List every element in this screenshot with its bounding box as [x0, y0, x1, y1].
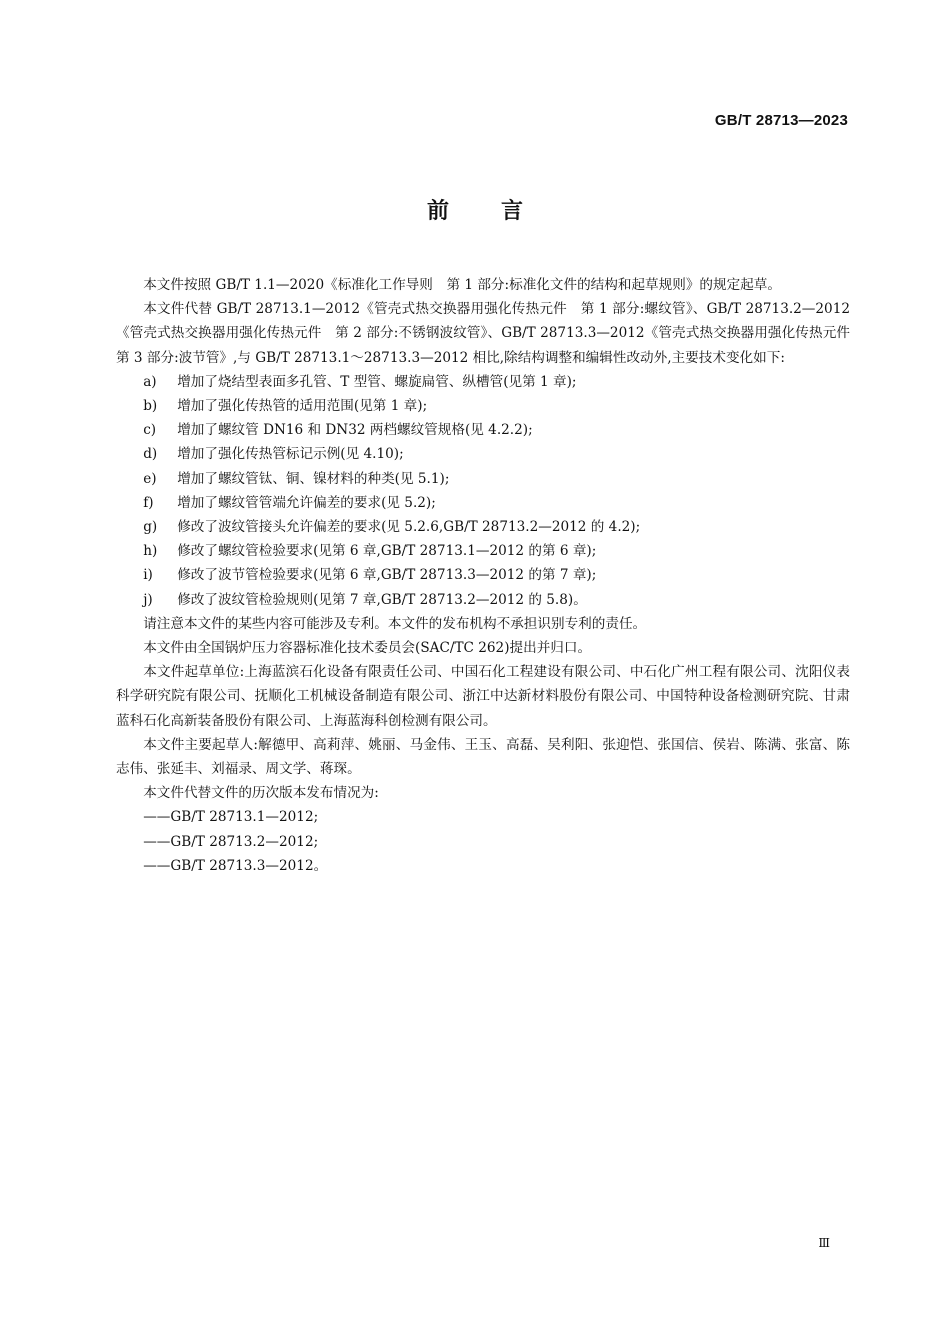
standard-code: GB/T 28713—2023 [714, 112, 848, 129]
list-item-text: 修改了波节管检验要求(见第 6 章,GB/T 28713.3—2012 的第 7 章); [177, 567, 597, 584]
list-item [116, 539, 850, 563]
paragraph-drafters: 本文件主要起草人:解德甲、高莉萍、姚丽、马金伟、王玉、高磊、吴利阳、张迎恺、张国信、侯岩、陈满、张富、陈志伟、张延丰、刘福录、周文学、蒋琛。 [116, 736, 850, 778]
list-item-text: 增加了螺纹管 DN16 和 DN32 两档螺纹管规格(见 4.2.2); [177, 422, 533, 439]
list-marker: b) [143, 398, 158, 415]
document-body [116, 273, 864, 878]
paragraph-proposer: 本文件由全国锅炉压力容器标准化技术委员会(SAC/TC 262)提出并归口。 [143, 640, 592, 657]
list-marker: e) [143, 470, 157, 487]
list-item [116, 418, 850, 442]
history-list [116, 805, 850, 878]
list-item [116, 491, 850, 515]
history-item: ——GB/T 28713.3—2012。 [143, 857, 328, 874]
changes-list [116, 370, 850, 612]
list-item [116, 370, 850, 394]
list-marker: d) [143, 446, 158, 463]
list-item-text: 修改了波纹管检验规则(见第 7 章,GB/T 28713.2—2012 的 5.8)。 [177, 591, 587, 608]
list-item [116, 467, 850, 491]
list-item [116, 588, 850, 612]
list-marker: i) [143, 567, 153, 584]
list-marker: j) [143, 591, 153, 608]
list-marker: g) [143, 519, 158, 536]
paragraph-drafting-rules: 本文件按照 GB/T 1.1—2020《标准化工作导则 第 1 部分:标准化文件的结构和起草规则》的规定起草。 [143, 277, 781, 293]
list-item-text: 修改了波纹管接头允许偏差的要求(见 5.2.6,GB/T 28713.2—2012 的 4.2); [177, 519, 641, 536]
list-item-text: 增加了烧结型表面多孔管、T 型管、螺旋扁管、纵槽管(见第 1 章); [177, 373, 577, 390]
list-marker: c) [143, 422, 157, 439]
paragraph-replaces: 本文件代替 GB/T 28713.1—2012《管壳式热交换器用强化传热元件 第 1 部分:螺纹管》、GB/T 28713.2—2012《管壳式热交换器用强化传热元件 第 2 部分:不锈钢波纹管》、GB/T 28713.3—2012《管壳式热交换器用强化传热元件 第 3 部分:波节管》,与 GB/T 28713.1～28713.3—2012 相比,除结构调整和编辑性改动外,主要技术变化如下: [116, 301, 864, 366]
paragraph-history-intro: 本文件代替文件的历次版本发布情况为: [143, 785, 379, 802]
page-title: 前言 [426, 199, 575, 224]
page-number: Ⅲ [818, 1236, 830, 1250]
history-item: ——GB/T 28713.1—2012; [143, 809, 319, 826]
list-marker: f) [143, 494, 154, 511]
list-item [116, 515, 850, 539]
list-marker: h) [143, 543, 158, 560]
list-item-text: 增加了螺纹管钛、铜、镍材料的种类(见 5.1); [177, 470, 450, 487]
history-item: ——GB/T 28713.2—2012; [143, 833, 319, 850]
list-marker: a) [143, 373, 157, 390]
paragraph-patent-notice: 请注意本文件的某些内容可能涉及专利。本文件的发布机构不承担识别专利的责任。 [143, 615, 647, 632]
list-item [116, 442, 850, 466]
list-item [116, 563, 850, 587]
list-item-text: 增加了强化传热管标记示例(见 4.10); [177, 446, 404, 463]
list-item-text: 修改了螺纹管检验要求(见第 6 章,GB/T 28713.1—2012 的第 6 章); [177, 543, 597, 560]
list-item [116, 394, 850, 418]
list-item-text: 增加了强化传热管的适用范围(见第 1 章); [177, 398, 428, 415]
paragraph-drafting-units: 本文件起草单位:上海蓝滨石化设备有限责任公司、中国石化工程建设有限公司、中石化广州工程有限公司、沈阳仪表科学研究院有限公司、抚顺化工机械设备制造有限公司、浙江中达新材料股份有限公司、中国特种设备检测研究院、甘肃蓝科石化高新装备股份有限公司、上海蓝海科创检测有限公司。 [116, 664, 850, 729]
list-item-text: 增加了螺纹管管端允许偏差的要求(见 5.2); [177, 494, 436, 511]
